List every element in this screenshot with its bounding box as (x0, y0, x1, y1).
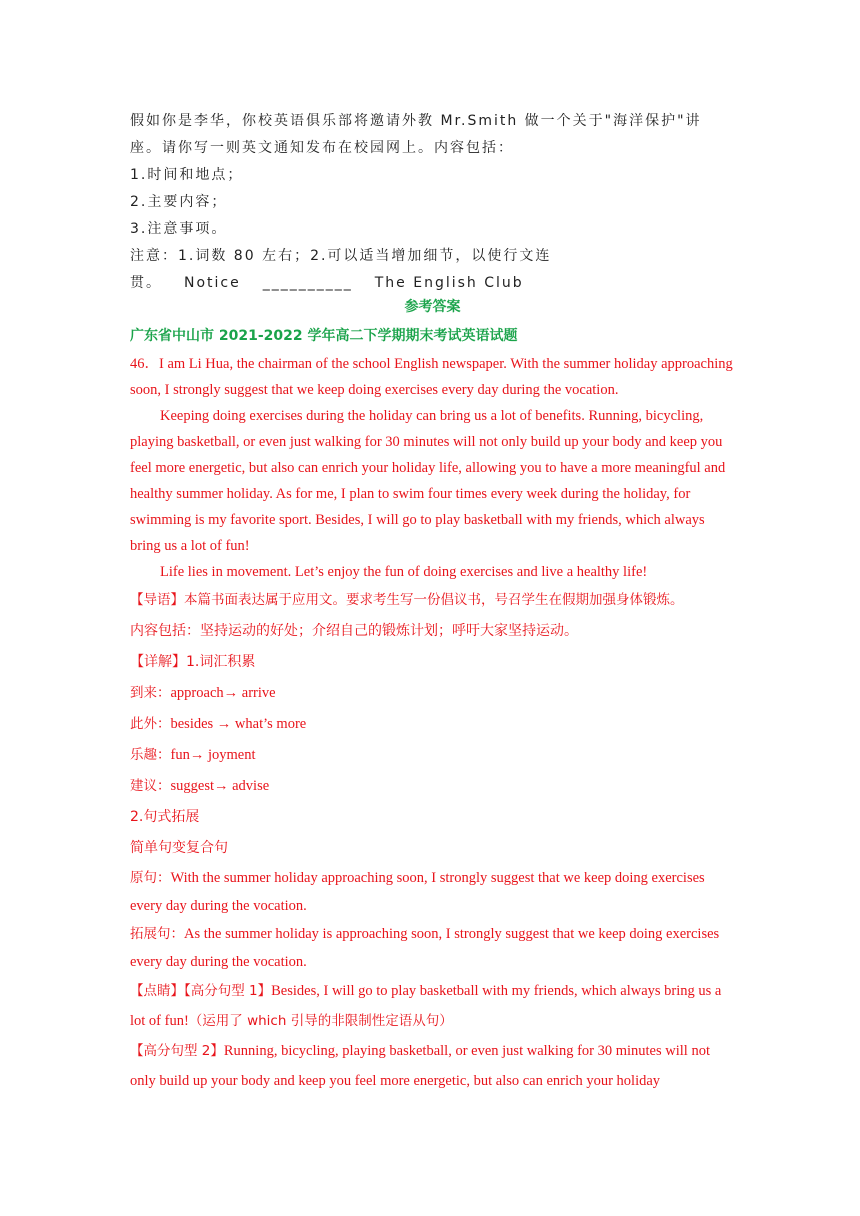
source-title: 广东省中山市 2021-2022 学年高二下学期期末考试英语试题 (130, 328, 518, 344)
highscore-text-2: Running, bicycling, playing basketball, or even just walking for 30 minutes will not only build up your body and keep you feel more energetic, but also can enrich your holiday (130, 1043, 710, 1089)
highscore-note-1: （运用了 which 引导的非限制性定语从句） (188, 1013, 453, 1029)
notice-label: Notice (184, 275, 241, 291)
vocab-en: besides → what’s more (170, 716, 307, 732)
vocab-cn: 建议： (130, 778, 171, 794)
vocab-cn: 到来： (130, 685, 171, 701)
vocab-row (130, 678, 735, 709)
prompt-item-1: 1.时间和地点； (130, 167, 244, 183)
original-sentence (130, 864, 735, 920)
essay-paragraph-1: 46．I am Li Hua, the chairman of the school English newspaper. With the summer holiday approaching soon, I strongly suggest that we keep doing exercises every day during the vocation. (130, 356, 733, 398)
sentence-section (130, 864, 735, 1096)
prompt-note: 注意：1.词数 80 左右；2.可以适当增加细节，以使行文连 (130, 248, 552, 264)
prompt-line-2: 座。请你写一则英文通知发布在校园网上。内容包括： (130, 140, 514, 156)
prompt-line-1: 假如你是李华，你校英语俱乐部将邀请外教 Mr.Smith 做一个关于"海洋保护"讲 (130, 113, 702, 129)
essay-paragraph-3: Life lies in movement. Let’s enjoy the fun of doing exercises and live a healthy life! (160, 564, 648, 580)
original-label: 原句： (130, 870, 171, 886)
highscore-text-1: Besides, I will go to play basketball with my friends, which always bring us a lot of fun! (130, 983, 722, 1029)
vocab-row (130, 771, 735, 802)
document-page (130, 108, 735, 1096)
vocab-cn: 乐趣： (130, 747, 171, 763)
highscore-sentence-1 (130, 976, 735, 1036)
sentence-title: 2.句式拓展 (130, 809, 200, 825)
guide-line-1: 【导语】本篇书面表达属于应用文。要求考生写一份倡议书，号召学生在假期加强身体锻炼。 (130, 592, 684, 608)
club-name: The English Club (374, 275, 524, 291)
vocab-en: approach→ arrive (170, 685, 276, 701)
prompt-note-end: 贯。 (130, 275, 162, 291)
vocab-row (130, 709, 735, 740)
vocab-row (130, 740, 735, 771)
extended-sentence (130, 920, 735, 976)
tip-label: 【点睛】 (130, 983, 184, 999)
vocab-en: suggest→ advise (170, 778, 270, 794)
prompt-item-3: 3.注意事项。 (130, 221, 228, 237)
writing-prompt (130, 108, 735, 297)
answer-heading: 参考答案 (404, 299, 461, 315)
notice-blank: __________ (262, 275, 353, 291)
highscore-sentence-2 (130, 1036, 735, 1096)
highscore-label-2: 【高分句型 2】 (130, 1043, 224, 1059)
model-essay (130, 351, 735, 585)
sentence-subtitle: 简单句变复合句 (130, 840, 228, 856)
guide-line-2: 内容包括：坚持运动的好处；介绍自己的锻炼计划；呼吁大家坚持运动。 (130, 623, 578, 639)
original-text: With the summer holiday approaching soon, I strongly suggest that we keep doing exercises every day during the vocation. (130, 870, 705, 914)
guide-section (130, 585, 735, 864)
vocab-cn: 此外： (130, 716, 171, 732)
detail-label: 【详解】 (130, 654, 186, 670)
extended-text: As the summer holiday is approaching soon, I strongly suggest that we keep doing exercises every day during the vocation. (130, 926, 720, 970)
vocab-en: fun→ joyment (170, 747, 256, 763)
highscore-label-1: 【高分句型 1】 (184, 983, 272, 999)
essay-paragraph-2: Keeping doing exercises during the holiday can bring us a lot of benefits. Running, bicycling, playing basketball, or even just walking for 30 minutes will not only build up your body and keep you feel more energetic, but also can enrich your holiday life, allowing you to have a more meaningful and healthy summer holiday. As for me, I plan to swim four times every week during the holiday, for swimming is my favorite sport. Besides, I will go to play basketball with my friends, which always bring us a lot of fun! (130, 408, 726, 554)
detail-title: 1.词汇积累 (186, 654, 256, 670)
prompt-item-2: 2.主要内容； (130, 194, 228, 210)
notice-line (130, 270, 735, 297)
extended-label: 拓展句： (130, 926, 184, 942)
detail-heading (130, 647, 735, 678)
